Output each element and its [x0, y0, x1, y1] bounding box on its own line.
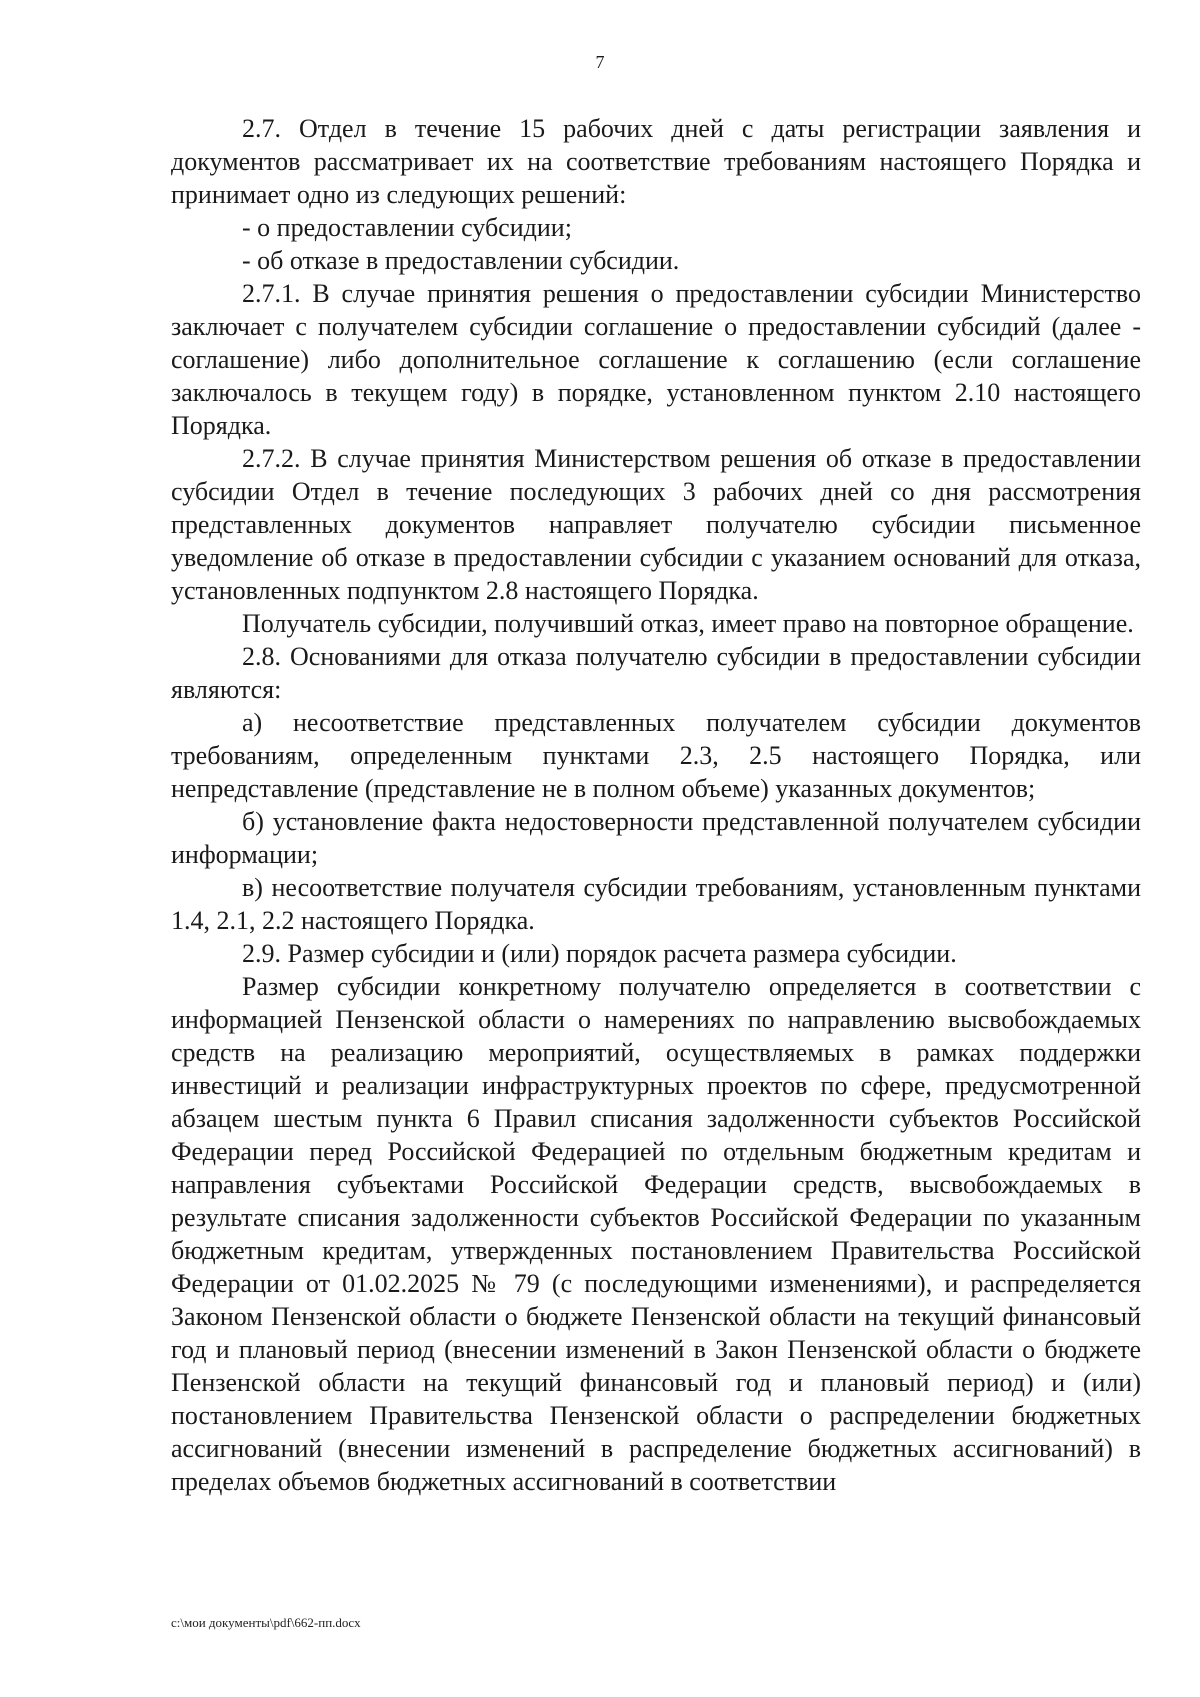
list-item-grant: - о предоставлении субсидии;: [242, 213, 572, 242]
paragraph-2-8-b: б) установление факта недостоверности представленной получателем субсидии информации;: [171, 807, 1141, 869]
page-number: 7: [595, 52, 605, 72]
paragraph-subsidy-size: Размер субсидии конкретному получателю определяется в соответствии с информацией Пензенской области о намерениях по направлению высвобождаемых средств на реализацию мероприятий, осуществляемых в рамках поддержки инвестиций и реализации инфраструктурных проектов по сфере, предусмотренной абзацем шестым пункта 6 Правил списания задолженности субъектов Российской Федерации перед Российской Федерацией по отдельным бюджетным кредитам и направления субъектами Российской Федерации средств, высвобождаемых в результате списания задолженности субъектов Российской Федерации по указанным бюджетным кредитам, утвержденных постановлением Правительства Российской Федерации от 01.02.2025 № 79 (с последующими изменениями), и распределяется Законом Пензенской области о бюджете Пензенской области на текущий финансовый год и плановый период (внесении изменений в Закон Пензенской области о бюджете Пензенской области на текущий финансовый год и плановый период) и (или) постановлением Правительства Пензенской области о распределении бюджетных ассигнований (внесении изменений в распределение бюджетных ассигнований) в пределах объемов бюджетных ассигнований в соответствии: [171, 972, 1141, 1496]
paragraph-2-7-1: 2.7.1. В случае принятия решения о предоставлении субсидии Министерство заключает с получателем субсидии соглашение о предоставлении субсидий (далее - соглашение) либо дополнительное соглашение к соглашению (если соглашение заключалось в текущем году) в порядке, установленном пунктом 2.10 настоящего Порядка.: [171, 279, 1141, 440]
paragraph-2-8-v: в) несоответствие получателя субсидии требованиям, установленным пунктами 1.4, 2.1, 2.2 настоящего Порядка.: [171, 873, 1141, 935]
list-item-refuse: - об отказе в предоставлении субсидии.: [242, 246, 680, 275]
paragraph-2-8: 2.8. Основаниями для отказа получателю субсидии в предоставлении субсидии являются:: [171, 642, 1141, 704]
paragraph-2-7-2: 2.7.2. В случае принятия Министерством решения об отказе в предоставлении субсидии Отдел в течение последующих 3 рабочих дней со дня рассмотрения представленных документов направляет получателю субсидии письменное уведомление об отказе в предоставлении субсидии с указанием оснований для отказа, установленных подпунктом 2.8 настоящего Порядка.: [171, 444, 1141, 605]
paragraph-2-7: 2.7. Отдел в течение 15 рабочих дней с даты регистрации заявления и документов рассматривает их на соответствие требованиям настоящего Порядка и принимает одно из следующих решений:: [171, 114, 1141, 209]
paragraph-2-8-a: а) несоответствие представленных получателем субсидии документов требованиям, определенным пунктами 2.3, 2.5 настоящего Порядка, или непредставление (представление не в полном объеме) указанных документов;: [171, 708, 1141, 803]
document-body: [171, 112, 1141, 1498]
footer-file-path: c:\мои документы\pdf\662-пп.docx: [171, 1615, 361, 1630]
paragraph-repeat-appeal: Получатель субсидии, получивший отказ, имеет право на повторное обращение.: [242, 609, 1134, 638]
paragraph-2-9: 2.9. Размер субсидии и (или) порядок расчета размера субсидии.: [242, 939, 957, 968]
